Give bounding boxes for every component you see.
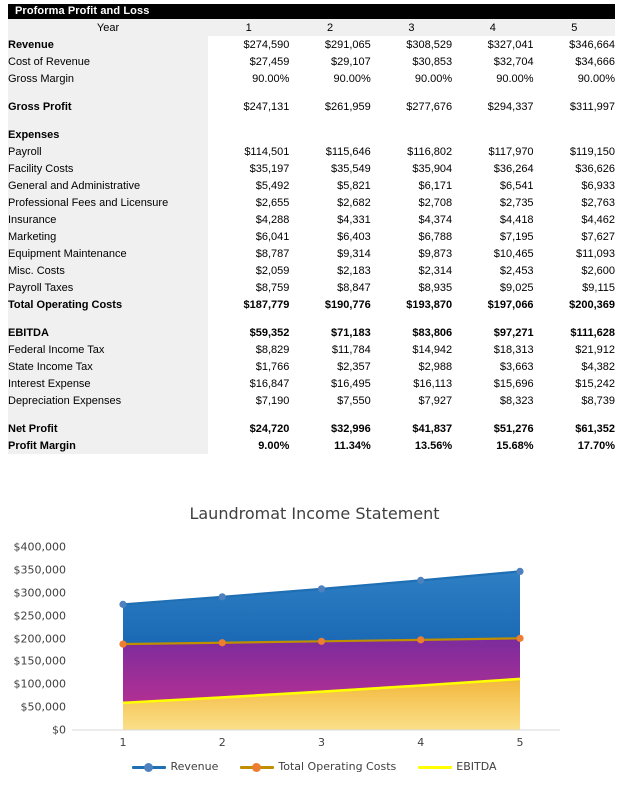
legend-swatch [132, 761, 166, 773]
legend-label: EBITDA [456, 760, 497, 773]
row-value: $3,663 [452, 358, 533, 375]
row-value: $5,821 [289, 177, 370, 194]
row-value: $36,264 [452, 160, 533, 177]
row-value: $2,988 [371, 358, 452, 375]
x-axis-tick-label: 1 [119, 736, 127, 749]
row-value: $4,374 [371, 211, 452, 228]
row-value: $6,788 [371, 228, 452, 245]
row-value: $247,131 [208, 98, 289, 115]
row-value: $119,150 [534, 143, 615, 160]
row-value: 13.56% [371, 437, 452, 454]
year-column-header: 5 [534, 19, 615, 36]
legend-label: Total Operating Costs [278, 760, 397, 773]
row-value: $2,735 [452, 194, 533, 211]
row-value: $2,357 [289, 358, 370, 375]
revenue-marker[interactable] [516, 568, 523, 575]
table-row [8, 143, 615, 160]
y-axis-tick-label: $300,000 [13, 586, 66, 600]
row-value: $4,382 [534, 358, 615, 375]
row-value: $4,462 [534, 211, 615, 228]
table-row [8, 245, 615, 262]
row-value [371, 126, 452, 143]
row-value: $327,041 [452, 36, 533, 53]
row-value [452, 126, 533, 143]
row-label: Payroll Taxes [8, 279, 208, 296]
row-value: $7,927 [371, 392, 452, 409]
legend-swatch [418, 761, 452, 773]
legend-item[interactable] [240, 760, 396, 773]
table-row [8, 194, 615, 211]
row-value: $8,739 [534, 392, 615, 409]
row-value: $4,418 [452, 211, 533, 228]
row-label [8, 115, 208, 126]
row-value: $261,959 [289, 98, 370, 115]
legend-item[interactable] [132, 760, 218, 773]
row-value: $2,763 [534, 194, 615, 211]
row-value: $21,912 [534, 341, 615, 358]
table-row [8, 126, 615, 143]
row-value: $2,314 [371, 262, 452, 279]
table-row [8, 279, 615, 296]
row-label: Equipment Maintenance [8, 245, 208, 262]
row-value: $200,369 [534, 296, 615, 313]
total-operating-costs-marker[interactable] [119, 640, 126, 647]
total-operating-costs-marker[interactable] [417, 636, 424, 643]
row-value: $7,190 [208, 392, 289, 409]
row-value: $11,784 [289, 341, 370, 358]
y-axis-tick-label: $50,000 [20, 700, 66, 714]
row-label: Misc. Costs [8, 262, 208, 279]
row-value: $71,183 [289, 324, 370, 341]
row-value: $111,628 [534, 324, 615, 341]
row-value: $2,600 [534, 262, 615, 279]
table-row [8, 296, 615, 313]
row-label: Gross Margin [8, 70, 208, 87]
y-axis-tick-label: $150,000 [13, 654, 66, 668]
row-value: $114,501 [208, 143, 289, 160]
row-value [534, 126, 615, 143]
row-value: $7,550 [289, 392, 370, 409]
row-value: $6,171 [371, 177, 452, 194]
income-statement-chart [0, 496, 629, 795]
year-header-label: Year [8, 19, 208, 36]
y-axis-tick-label: $400,000 [13, 540, 66, 554]
row-value: $291,065 [289, 36, 370, 53]
row-value: $2,453 [452, 262, 533, 279]
year-column-header: 2 [289, 19, 370, 36]
row-label: Professional Fees and Licensure [8, 194, 208, 211]
row-label: Expenses [8, 126, 208, 143]
y-axis-tick-label: $100,000 [13, 677, 66, 691]
row-value: $15,242 [534, 375, 615, 392]
x-axis-tick-label: 2 [218, 736, 226, 749]
row-label: Federal Income Tax [8, 341, 208, 358]
row-value: $2,682 [289, 194, 370, 211]
table-spacer-row [8, 409, 615, 420]
row-value: $2,655 [208, 194, 289, 211]
row-value [371, 409, 452, 420]
legend-marker-icon [252, 763, 261, 772]
row-value: $5,492 [208, 177, 289, 194]
row-value: 15.68% [452, 437, 533, 454]
row-value [208, 313, 289, 324]
row-value [289, 115, 370, 126]
table-row [8, 177, 615, 194]
x-axis-labels [0, 736, 629, 756]
row-label: Facility Costs [8, 160, 208, 177]
total-operating-costs-marker[interactable] [318, 638, 325, 645]
row-label [8, 409, 208, 420]
row-value [208, 126, 289, 143]
row-value: $16,847 [208, 375, 289, 392]
revenue-marker[interactable] [119, 601, 126, 608]
revenue-marker[interactable] [318, 585, 325, 592]
row-value: $97,271 [452, 324, 533, 341]
row-value: $7,195 [452, 228, 533, 245]
row-value: 90.00% [534, 70, 615, 87]
row-value: $29,107 [289, 53, 370, 70]
row-value: $16,495 [289, 375, 370, 392]
row-value [534, 409, 615, 420]
row-value: $8,935 [371, 279, 452, 296]
chart-plot-area [0, 530, 629, 740]
table-row [8, 228, 615, 245]
row-value: $32,704 [452, 53, 533, 70]
chart-title: Laundromat Income Statement [189, 504, 440, 523]
row-value: $35,197 [208, 160, 289, 177]
row-value: $59,352 [208, 324, 289, 341]
row-value: $311,997 [534, 98, 615, 115]
row-value: $2,708 [371, 194, 452, 211]
row-value: 9.00% [208, 437, 289, 454]
row-value [289, 313, 370, 324]
row-label [8, 87, 208, 98]
table-row [8, 437, 615, 454]
row-value [452, 313, 533, 324]
row-value: $117,970 [452, 143, 533, 160]
table-spacer-row [8, 87, 615, 98]
row-value: $2,183 [289, 262, 370, 279]
row-value: $8,759 [208, 279, 289, 296]
table-spacer-row [8, 115, 615, 126]
table-body [8, 19, 615, 454]
row-label: Depreciation Expenses [8, 392, 208, 409]
proforma-table-block [8, 4, 615, 454]
row-value: $35,904 [371, 160, 452, 177]
table-row [8, 70, 615, 87]
row-value: $32,996 [289, 420, 370, 437]
row-label: Marketing [8, 228, 208, 245]
row-value: 11.34% [289, 437, 370, 454]
row-value [289, 409, 370, 420]
table-spacer-row [8, 313, 615, 324]
revenue-marker[interactable] [219, 593, 226, 600]
row-value: $6,403 [289, 228, 370, 245]
year-column-header: 4 [452, 19, 533, 36]
row-value: $274,590 [208, 36, 289, 53]
total-operating-costs-marker[interactable] [516, 635, 523, 642]
legend-swatch [240, 761, 274, 773]
row-value: $15,696 [452, 375, 533, 392]
table-row [8, 98, 615, 115]
table-header-row [8, 19, 615, 36]
row-value [534, 87, 615, 98]
row-label [8, 313, 208, 324]
row-label: Net Profit [8, 420, 208, 437]
row-value: $36,626 [534, 160, 615, 177]
total-operating-costs-marker[interactable] [219, 639, 226, 646]
row-value: $27,459 [208, 53, 289, 70]
row-value: $9,873 [371, 245, 452, 262]
row-value: $4,288 [208, 211, 289, 228]
row-label: Revenue [8, 36, 208, 53]
row-value: $8,829 [208, 341, 289, 358]
row-value: $308,529 [371, 36, 452, 53]
row-value: $294,337 [452, 98, 533, 115]
row-value: $1,766 [208, 358, 289, 375]
row-value: $193,870 [371, 296, 452, 313]
row-value: $277,676 [371, 98, 452, 115]
row-value [371, 313, 452, 324]
row-value: $187,779 [208, 296, 289, 313]
row-value: $30,853 [371, 53, 452, 70]
row-value: $10,465 [452, 245, 533, 262]
row-value: $4,331 [289, 211, 370, 228]
row-value: $83,806 [371, 324, 452, 341]
row-value: $14,942 [371, 341, 452, 358]
row-label: Cost of Revenue [8, 53, 208, 70]
row-label: Interest Expense [8, 375, 208, 392]
chart-legend [0, 760, 629, 773]
row-value [208, 115, 289, 126]
row-label: General and Administrative [8, 177, 208, 194]
revenue-marker[interactable] [417, 577, 424, 584]
x-axis-tick-label: 4 [417, 736, 425, 749]
row-value: $9,115 [534, 279, 615, 296]
row-value: $6,933 [534, 177, 615, 194]
row-value [534, 115, 615, 126]
row-value: 90.00% [371, 70, 452, 87]
row-value: 90.00% [208, 70, 289, 87]
table-row [8, 324, 615, 341]
row-value [289, 126, 370, 143]
row-value: $346,664 [534, 36, 615, 53]
table-row [8, 53, 615, 70]
row-value: $2,059 [208, 262, 289, 279]
table-row [8, 358, 615, 375]
row-value: $8,323 [452, 392, 533, 409]
row-label: Total Operating Costs [8, 296, 208, 313]
y-axis-tick-label: $350,000 [13, 563, 66, 577]
row-value [208, 87, 289, 98]
y-axis-tick-label: $200,000 [13, 632, 66, 645]
x-axis-tick-label: 5 [516, 736, 524, 749]
row-label: Profit Margin [8, 437, 208, 454]
row-value: $51,276 [452, 420, 533, 437]
row-value: $61,352 [534, 420, 615, 437]
row-label: State Income Tax [8, 358, 208, 375]
row-value: $35,549 [289, 160, 370, 177]
table-row [8, 211, 615, 228]
row-value: 90.00% [289, 70, 370, 87]
table-row [8, 341, 615, 358]
row-value [371, 115, 452, 126]
x-axis-tick-label: 3 [318, 736, 325, 749]
year-column-header: 1 [208, 19, 289, 36]
row-value: $24,720 [208, 420, 289, 437]
row-value: 90.00% [452, 70, 533, 87]
row-label: Insurance [8, 211, 208, 228]
table-row [8, 262, 615, 279]
legend-label: Revenue [170, 760, 219, 773]
row-value [452, 409, 533, 420]
proforma-profit-and-loss-table [8, 19, 615, 454]
row-value: $116,802 [371, 143, 452, 160]
row-value: $11,093 [534, 245, 615, 262]
row-label: Payroll [8, 143, 208, 160]
row-value: 17.70% [534, 437, 615, 454]
row-value: $9,025 [452, 279, 533, 296]
row-value: $34,666 [534, 53, 615, 70]
legend-marker-icon [144, 763, 153, 772]
row-value: $9,314 [289, 245, 370, 262]
row-value [371, 87, 452, 98]
y-axis-tick-label: $0 [52, 723, 66, 737]
row-value: $7,627 [534, 228, 615, 245]
row-value [452, 115, 533, 126]
row-value: $190,776 [289, 296, 370, 313]
legend-line-icon [418, 766, 452, 769]
table-row [8, 375, 615, 392]
row-value: $197,066 [452, 296, 533, 313]
year-column-header: 3 [371, 19, 452, 36]
table-row [8, 392, 615, 409]
row-value [289, 87, 370, 98]
table-row [8, 36, 615, 53]
row-value: $41,837 [371, 420, 452, 437]
y-axis-tick-label: $250,000 [13, 609, 66, 623]
sheet-title: Proforma Profit and Loss [8, 4, 615, 19]
row-value: $6,041 [208, 228, 289, 245]
row-value: $115,646 [289, 143, 370, 160]
row-value [208, 409, 289, 420]
row-value: $8,787 [208, 245, 289, 262]
row-value [534, 313, 615, 324]
row-value: $6,541 [452, 177, 533, 194]
row-label: Gross Profit [8, 98, 208, 115]
table-row [8, 420, 615, 437]
row-value: $8,847 [289, 279, 370, 296]
row-value [452, 87, 533, 98]
table-row [8, 160, 615, 177]
row-value: $16,113 [371, 375, 452, 392]
row-label: EBITDA [8, 324, 208, 341]
legend-item[interactable] [418, 760, 496, 773]
row-value: $18,313 [452, 341, 533, 358]
